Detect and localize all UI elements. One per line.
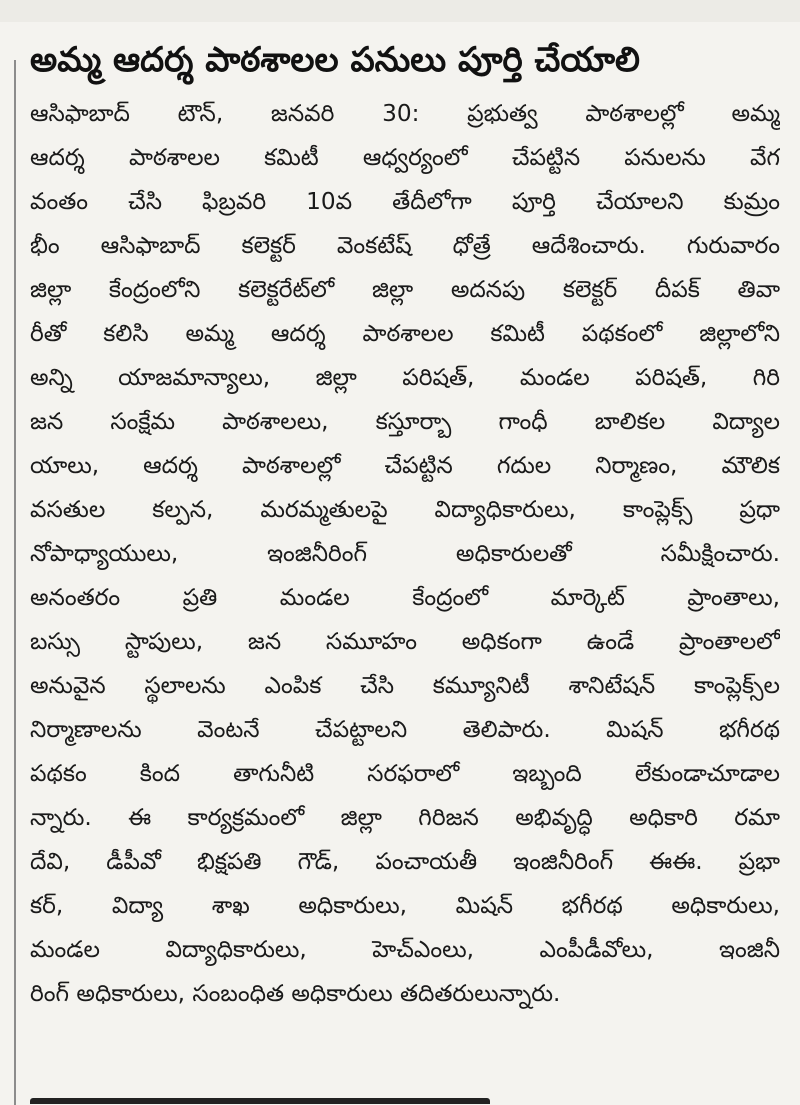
article-line: అనంతరం ప్రతి మండల కేంద్రంలో మార్కెట్ ప్రాంతాలు, [30, 584, 780, 611]
article-line: యాలు, ఆదర్శ పాఠశాలల్లో చేపట్టిన గదుల నిర్మాణం, మౌలిక [30, 452, 780, 479]
article-line: అనువైన స్థలాలను ఎంపిక చేసి కమ్యూనిటీ శానిటేషన్ కాంప్లెక్స్‌ల [30, 672, 780, 699]
article-line: జిల్లా కేంద్రంలోని కలెక్టరేట్‌లో జిల్లా అదనపు కలెక్టర్ దీపక్ తివా [30, 276, 780, 303]
article-line: పథకం కింద తాగునీటి సరఫరాలో ఇబ్బంది లేకుండాచూడాల [30, 760, 780, 787]
article-line: నిర్మాణాలను వెంటనే చేపట్టాలని తెలిపారు. మిషన్ భగీరథ [30, 716, 780, 743]
article-line: వసతుల కల్పన, మరమ్మతులపై విద్యాధికారులు, కాంప్లెక్స్ ప్రధా [30, 496, 780, 523]
article-line: బస్సు స్టాపులు, జన సమూహం అధికంగా ఉండే ప్రాంతాలలో [30, 628, 780, 655]
column-divider [14, 60, 16, 1105]
article-line: కర్, విద్యా శాఖ అధికారులు, మిషన్ భగీరథ అధికారులు, [30, 892, 780, 919]
article-line: దేవి, డీపీవో భిక్షపతి గౌడ్, పంచాయతీ ఇంజినీరింగ్ ఈఈ. ప్రభా [30, 848, 780, 875]
article-line: నోపాధ్యాయులు, ఇంజినీరింగ్ అధికారులతో సమీక్షించారు. [30, 540, 780, 567]
news-article [24, 26, 784, 1096]
article-line: ఆసిఫాబాద్ టౌన్, జనవరి 30: ప్రభుత్వ పాఠశాలల్లో అమ్మ [30, 100, 780, 127]
article-line: భీం ఆసిఫాబాద్ కలెక్టర్ వెంకటేష్ ధోత్రే ఆదేశించారు. గురువారం [30, 232, 780, 259]
article-line: న్నారు. ఈ కార్యక్రమంలో జిల్లా గిరిజన అభివృద్ధి అధికారి రమా [30, 804, 780, 831]
article-line: రీతో కలిసి అమ్మ ఆదర్శ పాఠశాలల కమిటీ పథకంలో జిల్లాలోని [30, 320, 780, 347]
article-body [30, 92, 780, 1016]
article-line: అన్ని యాజమాన్యాలు, జిల్లా పరిషత్, మండల పరిషత్, గిరి [30, 364, 780, 391]
article-line: ఆదర్శ పాఠశాలల కమిటీ ఆధ్వర్యంలో చేపట్టిన పనులను వేగ [30, 144, 780, 171]
article-line: జన సంక్షేమ పాఠశాలలు, కస్తూర్బా గాంధీ బాలికల విద్యాల [30, 408, 780, 435]
article-line: వంతం చేసి ఫిబ్రవరి 10వ తేదీలోగా పూర్తి చేయాలని కుమ్రం [30, 188, 780, 215]
next-article-headline-edge [30, 1094, 490, 1105]
article-headline: అమ్మ ఆదర్శ పాఠశాలల పనులు పూర్తి చేయాలి [30, 40, 640, 80]
article-line: రింగ్ అధికారులు, సంబంధిత అధికారులు తదితరులున్నారు. [30, 980, 561, 1007]
previous-article-edge [0, 0, 800, 22]
article-line: మండల విద్యాధికారులు, హెచ్‌ఎంలు, ఎంపీడీవోలు, ఇంజినీ [30, 936, 780, 963]
